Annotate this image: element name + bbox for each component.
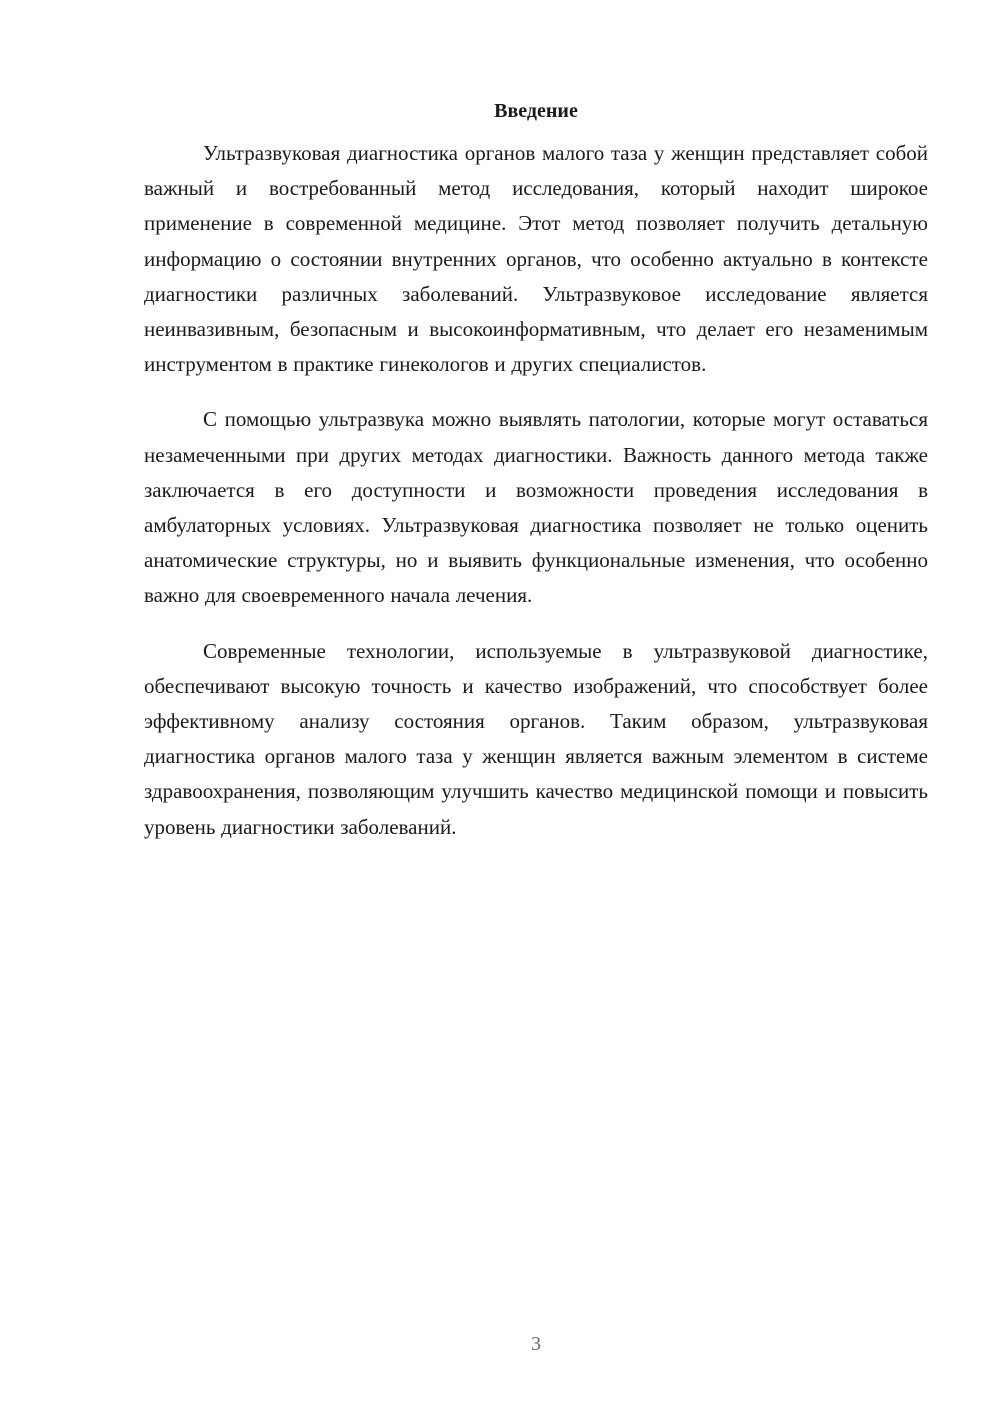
- paragraph-2: С помощью ультразвука можно выявлять патологии, которые могут оставаться незамеченными при других методах диагностики. Важность данного метода также заключается в его доступности и возможности проведения исследования в амбулаторных условиях. Ультразвуковая диагностика позволяет не только оценить анатомические структуры, но и выявить функциональные изменения, что особенно важно для своевременного начала лечения.: [144, 407, 928, 608]
- page-number: 3: [531, 1333, 541, 1355]
- page-title: Введение: [494, 100, 578, 122]
- paragraph-1: Ультразвуковая диагностика органов малого таза у женщин представляет собой важный и востребованный метод исследования, который находит широкое применение в современной медицине. Этот метод позволяет получить детальную информацию о состоянии внутренних органов, что особенно актуально в контексте диагностики различных заболеваний. Ультразвуковое исследование является неинвазивным, безопасным и высокоинформативным, что делает его незаменимым инструментом в практике гинекологов и других специалистов.: [144, 141, 928, 377]
- page-content: [144, 96, 928, 845]
- paragraph-3: Современные технологии, используемые в ультразвуковой диагностике, обеспечивают высокую точность и качество изображений, что способствует более эффективному анализу состояния органов. Таким образом, ультразвуковая диагностика органов малого таза у женщин является важным элементом в системе здравоохранения, позволяющим улучшить качество медицинской помощи и повысить уровень диагностики заболеваний.: [144, 638, 928, 839]
